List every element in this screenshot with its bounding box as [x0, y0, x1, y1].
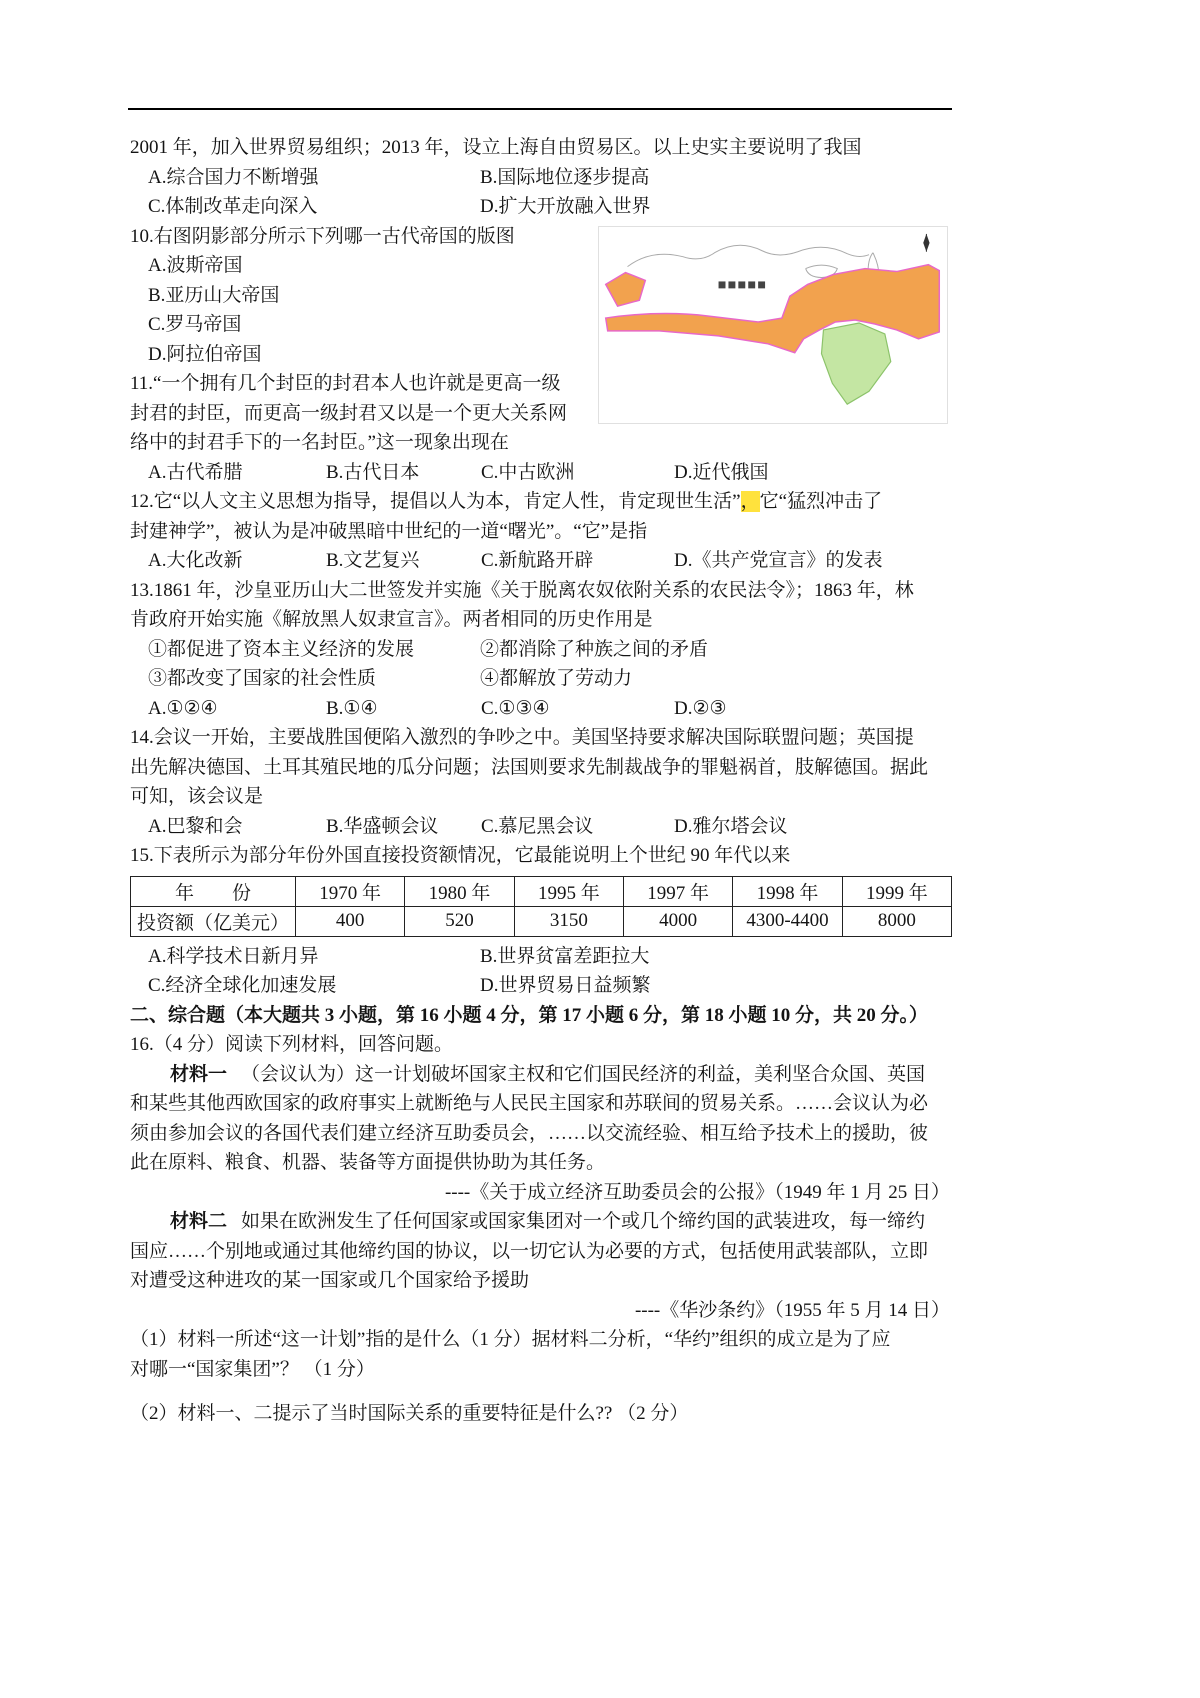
material-2-label: 材料二: [170, 1211, 228, 1232]
table-cell: 3150: [514, 906, 623, 936]
q15-stem: 15.下表所示为部分年份外国直接投资额情况，它最能说明上个世纪 90 年代以来: [130, 845, 791, 866]
option-b: B.国际地位逐步提高: [480, 166, 650, 188]
investment-table: [130, 876, 952, 937]
material-1-text: （会议认为）这一计划破坏国家主权和它们国民经济的利益，美利坚合众国、英国: [241, 1063, 926, 1085]
q16-intro: 16.（4 分）阅读下列材料，回答问题。: [130, 1034, 454, 1055]
table-cell: 8000: [842, 906, 951, 936]
map-graphic: [599, 227, 945, 421]
q16-material-2-source: ----《华沙条约》（1955 年 5 月 14 日）: [634, 1299, 950, 1321]
table-cell: 1980 年: [405, 876, 514, 906]
item-3: ③都改变了国家的社会性质: [148, 668, 377, 689]
q15-options-cd: [130, 971, 954, 1001]
option-a: A.巴黎和会: [148, 815, 243, 837]
q11-options: [130, 458, 954, 488]
q16-material-1-source: ----《关于成立经济互助委员会的公报》（1949 年 1 月 25 日）: [444, 1181, 950, 1203]
table-cell: 年 份: [131, 876, 296, 906]
q14-options: [130, 812, 954, 842]
option-a: A.大化改新: [148, 550, 243, 571]
q11-stem-line2: 封君的封臣，而更高一级封君又以是一个更大关系网: [130, 402, 568, 424]
table-header-row: [131, 876, 952, 906]
q13-items-34: [130, 664, 954, 694]
table-cell: 1998 年: [733, 876, 842, 906]
table-cell: 4000: [623, 906, 732, 936]
option-d: D.扩大开放融入世界: [480, 196, 651, 217]
q14-stem-line3: 可知，该会议是: [130, 786, 264, 807]
q9-options-ab: [130, 163, 954, 193]
q16-material-2-line2: 国应……个别地或通过其他缔约国的协议，以一切它认为必要的方式，包括使用武装部队，立即: [130, 1240, 929, 1262]
q10-option-b: B.亚历山大帝国: [148, 284, 280, 306]
q11-stem-line3: 络中的封君手下的一名封臣。”这一现象出现在: [130, 432, 509, 453]
page-content: [130, 133, 954, 1429]
q12-stem-line2: 封建神学”，被认为是冲破黑暗中世纪的一道“曙光”。“它”是指: [130, 520, 648, 542]
q10-stem: 10.右图阴影部分所示下列哪一古代帝国的版图: [130, 225, 515, 247]
option-d: D.近代俄国: [674, 461, 769, 483]
option-b: B.①④: [326, 697, 378, 719]
option-d: D.②③: [674, 697, 727, 719]
q11-stem-line1: 11.“一个拥有几个封臣的封君本人也许就是更高一级: [130, 373, 561, 394]
option-c: C.经济全球化加速发展: [148, 975, 337, 996]
table-cell: 1997 年: [623, 876, 732, 906]
q13-stem-line2: 肯政府开始实施《解放黑人奴隶宣言》。两者相同的历史作用是: [130, 609, 653, 630]
material-1-label: 材料一: [170, 1063, 228, 1085]
option-b: B.华盛顿会议: [326, 815, 439, 837]
q9-options-cd: [130, 192, 954, 222]
q16-sub2: （2）材料一、二提示了当时国际关系的重要特征是什么?? （2 分）: [130, 1403, 689, 1424]
option-a: A.①②④: [148, 697, 218, 719]
q13-stem-line1: 13.1861 年，沙皇亚历山大二世签发并实施《关于脱离农奴依附关系的农民法令》；1863 年，林: [130, 579, 914, 601]
option-a: A.科学技术日新月异: [148, 945, 319, 967]
option-d: D.世界贸易日益频繁: [480, 975, 651, 996]
q16-material-1-line3: 须由参加会议的各国代表们建立经济互助委员会，……以交流经验、相互给予技术上的援助，彼: [130, 1122, 929, 1144]
q12-stem-text-cont: 它“猛烈冲击了: [759, 491, 883, 512]
q14-stem-line2: 出先解决德国、土耳其殖民地的瓜分问题；法国则要求先制裁战争的罪魁祸首，肢解德国。据此: [130, 756, 929, 778]
option-d: D.雅尔塔会议: [674, 815, 788, 837]
option-a: A.综合国力不断增强: [148, 166, 319, 188]
q13-options: [130, 694, 954, 724]
q12-stem-text: 12.它“以人文主义思想为指导，提倡以人为本，肯定人性，肯定现世生活”: [130, 491, 741, 512]
option-c: C.新航路开辟: [481, 550, 594, 571]
q10-option-a: A.波斯帝国: [148, 255, 243, 276]
q12-options: [130, 546, 954, 576]
q10-option-d: D.阿拉伯帝国: [148, 343, 262, 365]
item-1: ①都促进了资本主义经济的发展: [148, 638, 415, 660]
table-cell: 400: [296, 906, 405, 936]
item-4: ④都解放了劳动力: [480, 668, 633, 689]
option-d: D.《共产党宣言》的发表: [674, 550, 883, 571]
q16-material-1-line4: 此在原料、粮食、机器、装备等方面提供协助为其任务。: [130, 1152, 606, 1173]
table-cell: 1970 年: [296, 876, 405, 906]
option-b: B.文艺复兴: [326, 550, 420, 571]
q16-material-1-line2: 和某些其他西欧国家的政府事实上就断绝与人民民主国家和苏联间的贸易关系。……会议认为必: [130, 1093, 929, 1114]
q15-options-ab: [130, 942, 954, 972]
q16-material-2-line1: [130, 1207, 954, 1237]
q10-option-c: C.罗马帝国: [148, 314, 242, 335]
q13-items-12: [130, 635, 954, 665]
q12-stem-line1: [130, 487, 954, 517]
q16-material-1-line1: [130, 1060, 954, 1090]
item-2: ②都消除了种族之间的矛盾: [480, 638, 709, 660]
option-c: C.慕尼黑会议: [481, 815, 594, 837]
option-c: C.①③④: [481, 697, 550, 719]
table-cell: 520: [405, 906, 514, 936]
table-data-row: [131, 906, 952, 936]
option-a: A.古代希腊: [148, 461, 243, 483]
table-cell: 4300-4400: [733, 906, 842, 936]
top-divider: [128, 108, 952, 110]
q14-stem-line1: 14.会议一开始，主要战胜国便陷入激烈的争吵之中。美国坚持要求解决国际联盟问题；英国提: [130, 727, 914, 748]
option-c: C.体制改革走向深入: [148, 196, 318, 217]
q16-sub1-line2: 对哪一“国家集团”？ （1 分）: [130, 1358, 375, 1380]
arab-empire-map: [598, 226, 948, 424]
table-cell: 1999 年: [842, 876, 951, 906]
option-b: B.世界贫富差距拉大: [480, 945, 650, 967]
highlighted-comma: ，: [740, 491, 760, 512]
q16-material-2-line3: 对遭受这种进攻的某一国家或几个国家给予援助: [130, 1270, 530, 1291]
option-c: C.中古欧洲: [481, 461, 575, 483]
q16-sub1-line1: （1）材料一所述“这一计划”指的是什么（1 分）据材料二分析，“华约”组织的成立是为了应: [130, 1329, 891, 1350]
table-cell: 投资额（亿美元）: [131, 906, 296, 936]
table-cell: 1995 年: [514, 876, 623, 906]
option-b: B.古代日本: [326, 461, 420, 483]
material-2-text: 如果在欧洲发生了任何国家或国家集团对一个或几个缔约国的武装进攻，每一缔约: [241, 1211, 926, 1232]
section-2-header: 二、综合题（本大题共 3 小题，第 16 小题 4 分，第 17 小题 6 分，第 18 小题 10 分，共 20 分。）: [130, 1004, 929, 1026]
q9-stem: 2001 年，加入世界贸易组织；2013 年，设立上海自由贸易区。以上史实主要说明了我国: [130, 137, 862, 158]
